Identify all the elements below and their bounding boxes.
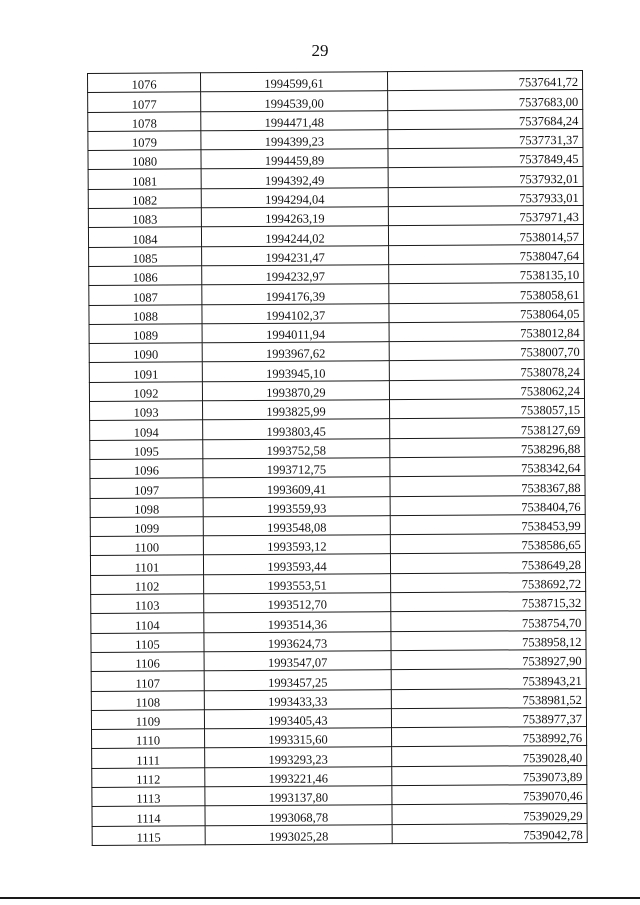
y-coordinate-cell: 7537731,37 xyxy=(388,128,583,148)
x-coordinate-cell: 1993548,08 xyxy=(203,515,390,535)
y-coordinate-cell: 7538057,15 xyxy=(390,399,585,419)
x-coordinate-cell: 1994294,04 xyxy=(201,187,388,207)
point-number-cell: 1090 xyxy=(89,343,202,363)
point-number-cell: 1106 xyxy=(91,652,204,672)
y-coordinate-cell: 7538296,88 xyxy=(390,437,585,457)
y-coordinate-cell: 7538992,76 xyxy=(392,727,587,747)
y-coordinate-cell: 7538649,28 xyxy=(390,553,585,573)
point-number-cell: 1078 xyxy=(88,111,201,131)
x-coordinate-cell: 1993825,99 xyxy=(203,400,390,420)
y-coordinate-cell: 7538927,90 xyxy=(391,649,586,669)
y-coordinate-cell: 7537933,01 xyxy=(388,186,583,206)
y-coordinate-cell: 7537683,00 xyxy=(388,90,583,110)
point-number-cell: 1084 xyxy=(88,227,201,247)
y-coordinate-cell: 7539028,40 xyxy=(392,746,587,766)
point-number-cell: 1086 xyxy=(89,266,202,286)
y-coordinate-cell: 7538958,12 xyxy=(391,630,586,650)
point-number-cell: 1107 xyxy=(91,671,204,691)
point-number-cell: 1076 xyxy=(88,73,201,93)
x-coordinate-cell: 1993315,60 xyxy=(205,728,392,748)
x-coordinate-cell: 1993967,62 xyxy=(202,342,389,362)
x-coordinate-cell: 1994471,48 xyxy=(201,110,388,130)
point-number-cell: 1095 xyxy=(90,439,203,459)
point-number-cell: 1080 xyxy=(88,150,201,170)
x-coordinate-cell: 1993514,36 xyxy=(204,612,391,632)
y-coordinate-cell: 7538064,05 xyxy=(389,302,584,322)
x-coordinate-cell: 1993712,75 xyxy=(203,458,390,478)
y-coordinate-cell: 7537641,72 xyxy=(387,70,582,90)
x-coordinate-cell: 1994539,00 xyxy=(201,91,388,111)
point-number-cell: 1092 xyxy=(89,382,202,402)
y-coordinate-cell: 7538012,84 xyxy=(389,321,584,341)
point-number-cell: 1096 xyxy=(90,459,203,479)
point-number-cell: 1087 xyxy=(89,285,202,305)
point-number-cell: 1110 xyxy=(92,729,205,749)
point-number-cell: 1083 xyxy=(88,208,201,228)
point-number-cell: 1105 xyxy=(91,632,204,652)
x-coordinate-cell: 1993547,07 xyxy=(204,651,391,671)
y-coordinate-cell: 7538981,52 xyxy=(391,688,586,708)
y-coordinate-cell: 7538062,24 xyxy=(389,379,584,399)
coordinates-table-wrapper xyxy=(87,70,582,846)
x-coordinate-cell: 1993945,10 xyxy=(202,361,389,381)
point-number-cell: 1082 xyxy=(88,189,201,209)
y-coordinate-cell: 7537849,45 xyxy=(388,148,583,168)
y-coordinate-cell: 7538047,64 xyxy=(389,244,584,264)
point-number-cell: 1099 xyxy=(90,517,203,537)
y-coordinate-cell: 7538078,24 xyxy=(389,360,584,380)
x-coordinate-cell: 1993293,23 xyxy=(205,747,392,767)
point-number-cell: 1115 xyxy=(92,825,205,845)
point-number-cell: 1102 xyxy=(91,575,204,595)
x-coordinate-cell: 1993609,41 xyxy=(203,477,390,497)
y-coordinate-cell: 7538754,70 xyxy=(391,611,586,631)
y-coordinate-cell: 7537684,24 xyxy=(388,109,583,129)
y-coordinate-cell: 7538943,21 xyxy=(391,669,586,689)
x-coordinate-cell: 1994392,49 xyxy=(201,168,388,188)
point-number-cell: 1089 xyxy=(89,324,202,344)
y-coordinate-cell: 7538453,99 xyxy=(390,514,585,534)
y-coordinate-cell: 7539029,29 xyxy=(392,804,587,824)
y-coordinate-cell: 7538135,10 xyxy=(389,263,584,283)
x-coordinate-cell: 1993068,78 xyxy=(205,805,392,825)
point-number-cell: 1091 xyxy=(89,362,202,382)
x-coordinate-cell: 1994176,39 xyxy=(202,284,389,304)
page-number: 29 xyxy=(311,41,329,60)
x-coordinate-cell: 1993593,12 xyxy=(203,535,390,555)
x-coordinate-cell: 1994399,23 xyxy=(201,130,388,150)
y-coordinate-cell: 7538007,70 xyxy=(389,341,584,361)
y-coordinate-cell: 7538014,57 xyxy=(388,225,583,245)
point-number-cell: 1113 xyxy=(92,787,205,807)
point-number-cell: 1101 xyxy=(90,555,203,575)
x-coordinate-cell: 1994599,61 xyxy=(201,72,388,92)
x-coordinate-cell: 1993559,93 xyxy=(203,496,390,516)
point-number-cell: 1108 xyxy=(91,690,204,710)
table-row xyxy=(92,823,587,845)
point-number-cell: 1098 xyxy=(90,497,203,517)
x-coordinate-cell: 1994263,19 xyxy=(201,207,388,227)
x-coordinate-cell: 1994232,97 xyxy=(202,265,389,285)
x-coordinate-cell: 1994244,02 xyxy=(201,226,388,246)
y-coordinate-cell: 7538058,61 xyxy=(389,283,584,303)
point-number-cell: 1093 xyxy=(90,401,203,421)
x-coordinate-cell: 1993137,80 xyxy=(205,786,392,806)
y-coordinate-cell: 7539070,46 xyxy=(392,784,587,804)
x-coordinate-cell: 1994011,94 xyxy=(202,323,389,343)
x-coordinate-cell: 1993457,25 xyxy=(204,670,391,690)
y-coordinate-cell: 7538977,37 xyxy=(391,707,586,727)
y-coordinate-cell: 7538715,32 xyxy=(391,591,586,611)
point-number-cell: 1077 xyxy=(88,92,201,112)
x-coordinate-cell: 1994231,47 xyxy=(202,245,389,265)
x-coordinate-cell: 1993624,73 xyxy=(204,631,391,651)
x-coordinate-cell: 1993405,43 xyxy=(204,708,391,728)
point-number-cell: 1104 xyxy=(91,613,204,633)
y-coordinate-cell: 7538367,88 xyxy=(390,476,585,496)
y-coordinate-cell: 7537971,43 xyxy=(388,206,583,226)
point-number-cell: 1103 xyxy=(91,594,204,614)
x-coordinate-cell: 1993593,44 xyxy=(203,554,390,574)
y-coordinate-cell: 7538342,64 xyxy=(390,456,585,476)
y-coordinate-cell: 7539073,89 xyxy=(392,765,587,785)
y-coordinate-cell: 7538586,65 xyxy=(390,534,585,554)
x-coordinate-cell: 1994459,89 xyxy=(201,149,388,169)
x-coordinate-cell: 1993025,28 xyxy=(205,824,392,844)
y-coordinate-cell: 7537932,01 xyxy=(388,167,583,187)
coordinates-table-body xyxy=(88,70,588,845)
coordinates-table xyxy=(87,70,588,846)
point-number-cell: 1111 xyxy=(92,748,205,768)
y-coordinate-cell: 7539042,78 xyxy=(392,823,587,843)
x-coordinate-cell: 1993512,70 xyxy=(204,593,391,613)
point-number-cell: 1097 xyxy=(90,478,203,498)
point-number-cell: 1079 xyxy=(88,131,201,151)
x-coordinate-cell: 1993870,29 xyxy=(202,380,389,400)
point-number-cell: 1112 xyxy=(92,767,205,787)
point-number-cell: 1081 xyxy=(88,169,201,189)
x-coordinate-cell: 1993752,58 xyxy=(203,438,390,458)
x-coordinate-cell: 1994102,37 xyxy=(202,303,389,323)
x-coordinate-cell: 1993221,46 xyxy=(205,766,392,786)
y-coordinate-cell: 7538127,69 xyxy=(390,418,585,438)
point-number-cell: 1114 xyxy=(92,806,205,826)
x-coordinate-cell: 1993803,45 xyxy=(203,419,390,439)
bottom-rule xyxy=(0,897,640,899)
point-number-cell: 1085 xyxy=(89,246,202,266)
point-number-cell: 1100 xyxy=(90,536,203,556)
y-coordinate-cell: 7538404,76 xyxy=(390,495,585,515)
point-number-cell: 1094 xyxy=(90,420,203,440)
point-number-cell: 1109 xyxy=(91,710,204,730)
point-number-cell: 1088 xyxy=(89,304,202,324)
x-coordinate-cell: 1993553,51 xyxy=(204,573,391,593)
y-coordinate-cell: 7538692,72 xyxy=(391,572,586,592)
x-coordinate-cell: 1993433,33 xyxy=(204,689,391,709)
